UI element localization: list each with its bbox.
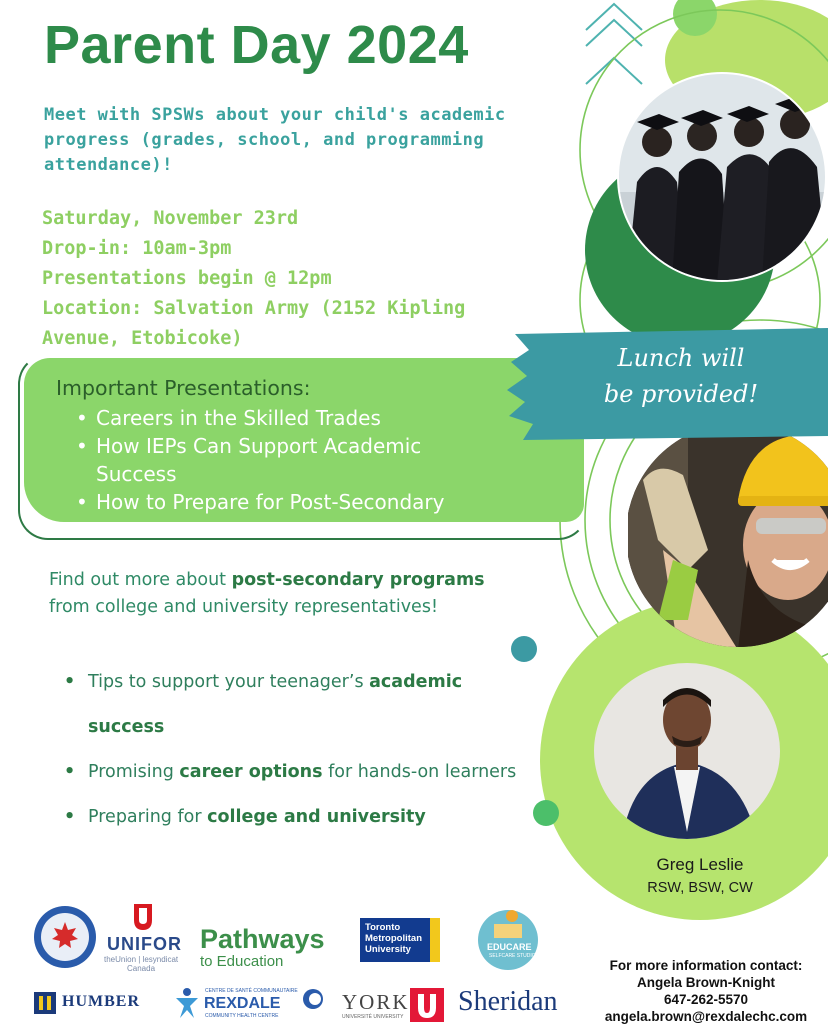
rexdale-icon <box>174 986 200 1020</box>
speaker-name: Greg Leslie <box>656 855 744 874</box>
york-sub: UNIVERSITÉ UNIVERSITY <box>342 1014 404 1020</box>
contact-info <box>588 957 824 1025</box>
lunch-line-1: Lunch will <box>617 344 745 372</box>
tip-item: • Preparing for college and university <box>64 795 524 840</box>
humber-icon <box>34 992 56 1014</box>
presentations-heading: Important Presentations: <box>56 376 311 400</box>
tips-list <box>64 660 524 840</box>
presentation-item: • Careers in the Skilled Trades <box>74 404 504 432</box>
findout-text <box>49 567 529 621</box>
event-date: Saturday, November 23rd <box>42 208 299 229</box>
york-u-icon <box>410 988 444 1022</box>
findout-after: from college and university representatives! <box>49 597 438 617</box>
intro-text: Meet with SPSWs about your child's academic progress (grades, school, and programming attendance)! <box>44 105 506 175</box>
lunch-line-2: be provided! <box>603 380 759 408</box>
event-location-line-1: Location: Salvation Army (2152 Kipling <box>42 298 466 319</box>
presentation-item: • How IEPs Can Support Academic Success <box>74 432 504 488</box>
speaker-photo <box>592 662 782 840</box>
presentation-item: • How to Prepare for Post-Secondary <box>74 488 504 516</box>
event-location-line-2: Avenue, Etobicoke) <box>42 328 243 349</box>
presentations-list <box>74 404 504 516</box>
contact-email[interactable]: angela.brown@rexdalechc.com <box>604 1009 808 1024</box>
educare-sub: SELFCARE STUDIO <box>489 953 536 959</box>
contact-phone: 647-262-5570 <box>663 992 749 1007</box>
unifor-sub-2: Canada <box>127 964 156 973</box>
educare-text: EDUCARE <box>487 942 532 952</box>
pathways-logo: Pathways <box>200 924 325 954</box>
pathways-sub: to Education <box>200 953 284 970</box>
sheridan-logo: Sheridan <box>458 986 558 1017</box>
tmu-line-3: University <box>365 944 411 955</box>
findout-bold: post-secondary programs <box>231 570 485 590</box>
rexdale-seal-icon <box>302 988 324 1010</box>
page-title: Parent Day 2024 <box>44 15 469 75</box>
contact-heading: For more information contact: <box>609 958 803 973</box>
event-details <box>42 204 512 354</box>
skilled-trades-logo <box>32 904 98 970</box>
humber-logo: HUMBER <box>62 993 140 1010</box>
rexdale-sub: COMMUNITY HEALTH CENTRE <box>205 1013 279 1019</box>
event-dropin: Drop-in: 10am-3pm <box>42 238 232 259</box>
tmu-accent <box>430 918 440 962</box>
decor-teal-dot <box>511 636 537 662</box>
graduates-photo <box>617 72 828 283</box>
decor-green-dot <box>533 800 559 826</box>
findout-before: Find out more about <box>49 570 232 590</box>
lunch-message <box>556 340 806 412</box>
york-logo: YORK <box>342 990 410 1014</box>
event-presentations-time: Presentations begin @ 12pm <box>42 268 332 289</box>
tmu-line-2: Metropolitan <box>365 933 422 944</box>
rexdale-logo: REXDALE <box>204 995 281 1012</box>
speaker-credentials: RSW, BSW, CW <box>647 880 753 896</box>
unifor-logo: UNIFOR <box>107 934 182 954</box>
educare-logo <box>476 902 540 972</box>
tmu-line-1: Toronto <box>365 922 401 933</box>
worker-photo <box>628 420 828 650</box>
unifor-u-icon <box>130 902 156 932</box>
tip-item: • Tips to support your teenager’s academic success <box>64 660 524 750</box>
unifor-sub-1: theUnion | lesyndicat <box>104 955 179 964</box>
rexdale-top: CENTRE DE SANTÉ COMMUNAUTAIRE <box>205 988 298 994</box>
contact-name: Angela Brown-Knight <box>637 975 775 990</box>
tip-item: • Promising career options for hands-on learners <box>64 750 524 795</box>
